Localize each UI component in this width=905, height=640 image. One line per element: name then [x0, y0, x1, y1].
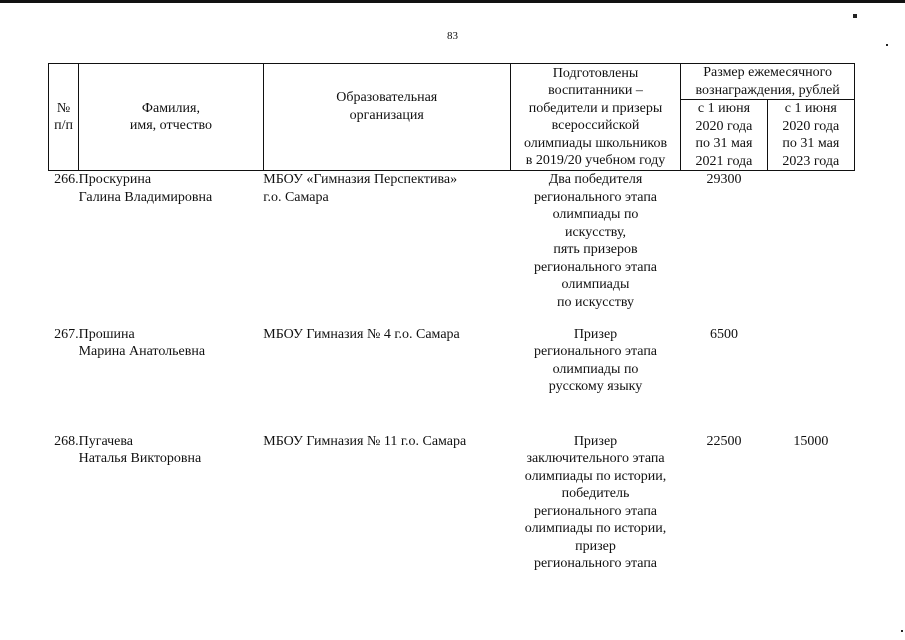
- row-achievement: Призер регионального этапа олимпиады по русскому языку: [533, 326, 658, 394]
- scan-speck: [901, 630, 903, 632]
- row-organization: МБОУ Гимназия № 11 г.о. Самара: [263, 433, 467, 449]
- header-org: Образовательная организация: [263, 64, 510, 171]
- row-number: 266.: [54, 172, 79, 187]
- table-row: [49, 433, 855, 583]
- header-period2: с 1 июня 2020 года по 31 мая 2023 года: [767, 100, 854, 171]
- row-amount-2021: 6500: [709, 326, 738, 342]
- row-organization: МБОУ «Гимназия Перспектива» г.о. Самара: [263, 172, 458, 205]
- row-amount-2023: [767, 171, 854, 326]
- row-number: 267.: [54, 326, 79, 342]
- header-period1: с 1 июня 2020 года по 31 мая 2021 года: [681, 100, 767, 171]
- row-amount-2023: 15000: [793, 433, 829, 449]
- row-amount-2021: 29300: [706, 172, 742, 187]
- header-achievement: Подготовлены воспитанники – победители и призеры всероссийской олимпиады школьников в 2019/20 учебном году: [510, 64, 681, 171]
- row-achievement: Два победителя регионального этапа олимпиады по искусству, пять призеров регионального этапа олимпиады по искусству: [533, 172, 658, 310]
- table-row: [49, 326, 855, 433]
- row-name: Проскурина Галина Владимировна: [78, 172, 213, 205]
- table-row: [49, 171, 855, 326]
- header-name: Фамилия, имя, отчество: [79, 64, 264, 171]
- row-name: Прошина Марина Анатольевна: [78, 326, 206, 359]
- header-award-group: Размер ежемесячного вознаграждения, рублей: [681, 64, 855, 100]
- row-name: Пугачева Наталья Викторовна: [78, 433, 202, 466]
- row-number: 268.: [54, 433, 79, 449]
- table-header: [49, 64, 855, 171]
- top-border-rule: [0, 0, 905, 3]
- row-amount-2023: [767, 326, 854, 433]
- row-organization: МБОУ Гимназия № 4 г.о. Самара: [263, 326, 460, 342]
- scan-speck: [853, 14, 857, 18]
- scan-speck: [886, 44, 888, 46]
- row-achievement: Призер заключительного этапа олимпиады по истории, победитель регионального этапа олимпиады по истории, призер регионального этапа: [524, 433, 667, 571]
- page-number: 83: [447, 30, 458, 42]
- row-amount-2021: 22500: [706, 433, 742, 449]
- awards-table: [48, 63, 855, 583]
- header-num: № п/п: [49, 64, 79, 171]
